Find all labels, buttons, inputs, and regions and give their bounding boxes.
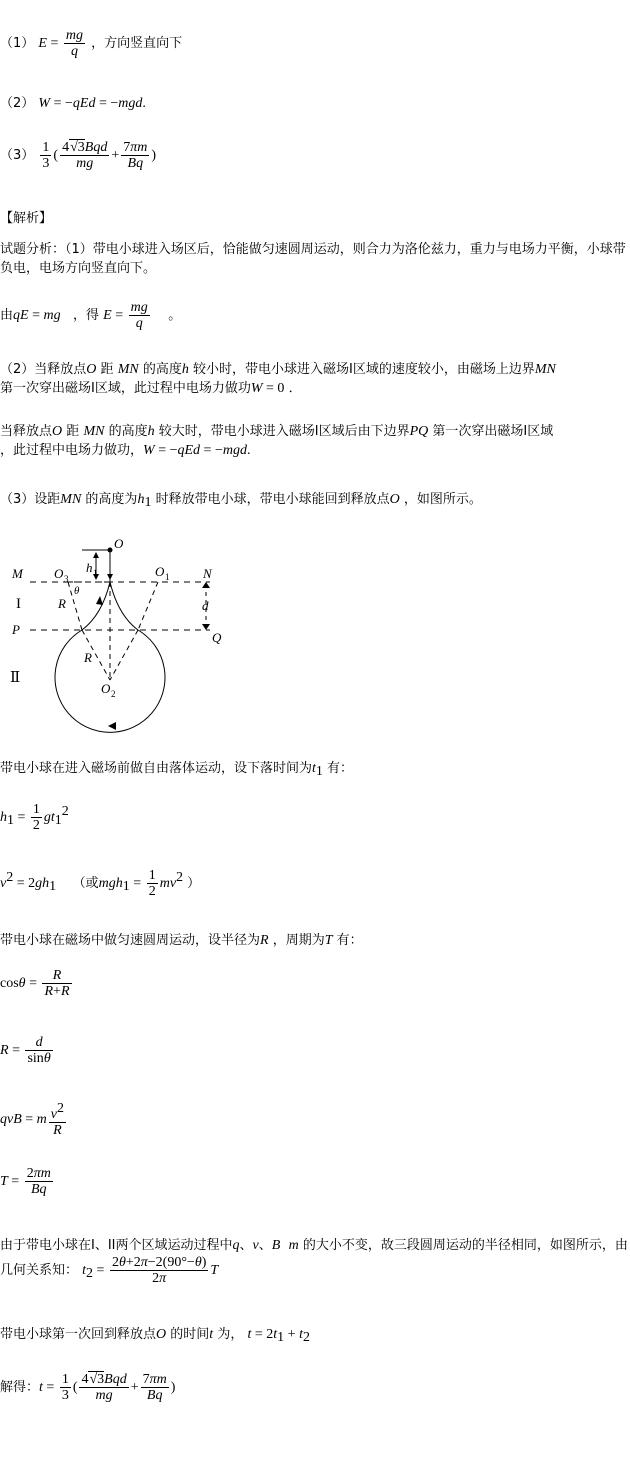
label-d: d [202,598,209,613]
free-fall-text: 带电小球在进入磁场前做自由落体运动，设下落时间为$t_1$ 有： [0,761,354,779]
analysis-part-2-small-h: （2）当释放点O 距 MN 的高度h 较小时，带电小球进入磁场I区域的速度较小，由磁场上边界MN 第一次穿出磁场I区域，此过程中电场力做功W = 0 ． [0,362,556,396]
label-M: M [12,566,23,581]
answer-3: （3） $\frac{1}{3}$ ( $\frac{\text{4√3Bqd}}{mg}$ + $\frac{7\pi m}{Bq}$ ) [0,140,157,171]
label-O1-sub: 1 [165,572,170,582]
circular-motion-text: 带电小球在磁场中做匀速圆周运动，设半径为R ，周期为T 有： [0,933,363,948]
geometry-paragraph: 由于带电小球在I、II两个区域运动过程中q、v、B m 的大小不变，故三段圆周运动的半径相同，如图所示，由几何关系知： $t_2$ = $\frac{2\theta+2\pi-2(90^\circ-\theta)}{2\pi}$ T [0,1238,628,1286]
fraction-mg-over-q: $\frac{mg}{q}$ [65,28,84,59]
analysis-part-2-large-h: 当释放点O 距 MN 的高度h 较大时，带电小球进入磁场I区域后由下边界PQ 第一次穿出磁场I区域 ，此过程中电场力做功，W = −qEd = −mgd. [0,424,554,458]
label-O2-sub: 2 [111,689,116,699]
label-O: O [114,536,124,551]
label-theta: θ [74,585,80,597]
equation-cos-theta: cosθ = $\frac{R}{R+R}$ [0,968,70,999]
label-O3: O [54,566,64,581]
label-N: N [203,566,212,581]
label-region-II: Ⅱ [10,670,21,686]
answer-2-label: （2） [0,96,35,111]
analysis-part-3-intro: （3）设距MN 的高度为$h_1$ 时释放带电小球，带电小球能回到释放点O ，如图所示。 [0,492,482,510]
equation-h1: $h_1$ = $\frac{1}{2}$ $gt_1^2$ [0,802,69,833]
label-O2: O [101,681,111,696]
label-O1: O [155,564,165,579]
equation-T: T = $\frac{2\pi m}{Bq}$ [0,1166,51,1197]
answer-1: （1） E = $\frac{mg}{q}$ ，方向竖直向下 [0,28,183,59]
equation-qvB: qvB = m $\frac{v^2}{R}$ [0,1101,65,1138]
answer-1-label: （1） [0,36,35,51]
final-answer: 解得：t = $\frac{1}{3}$ ( $\frac{\text{4√3Bqd}}{mg}$ + $\frac{7\pi m}{Bq}$ ) [0,1372,176,1403]
analysis-part-1: 试题分析：（1）带电小球进入场区后，恰能做匀速圆周运动，则合力为洛伦兹力，重力与电场力平衡，小球带负电，电场方向竖直向下。 [0,242,626,276]
label-R-bottom: R [84,650,92,665]
answer-1-direction: ，方向竖直向下 [91,36,183,51]
equation-qE-mg: 由qE = mg ，得 E = $\frac{mg}{q}$ 。 [0,300,182,331]
motion-diagram [0,530,240,740]
label-Q: Q [212,630,222,645]
analysis-title: 【解析】 [0,211,53,226]
label-R-top: R [58,596,66,611]
label-h: h [86,560,93,575]
equation-v2: $v^2 = 2gh_1$ （或mgh$_1$ = $\frac{1}{2}$ $mv^2$ ） [0,868,201,899]
label-h-sub: 1 [93,568,98,578]
answer-2: （2） W = −qEd = −mgd. [0,96,146,111]
answer-3-label: （3） [0,148,35,163]
label-P: P [12,622,20,637]
label-region-I: I [16,596,21,612]
return-time-text: 带电小球第一次回到释放点O 的时间t 为， $t = 2t_1 + t_2$ [0,1327,310,1345]
label-O3-sub: 3 [64,574,69,584]
equation-R: R = $\frac{d}{\sin\theta}$ [0,1035,51,1066]
